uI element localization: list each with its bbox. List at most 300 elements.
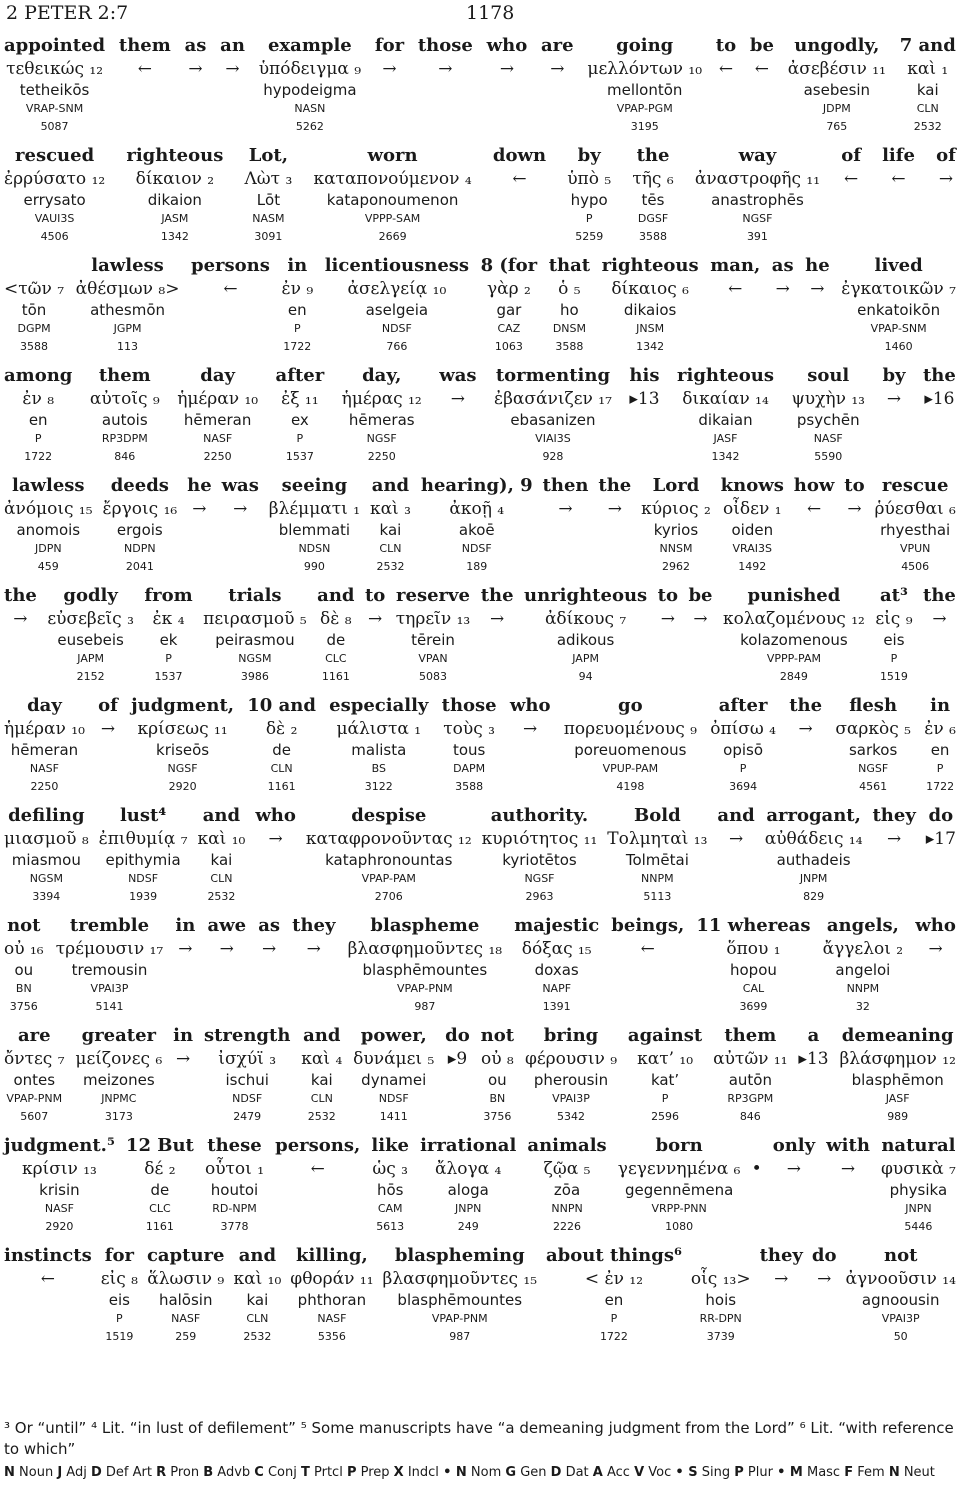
word-block: [812, 1244, 837, 1346]
english-word: instincts: [4, 1245, 92, 1266]
word-block: [567, 144, 611, 246]
parsing-code: BN: [15, 982, 32, 995]
legend-key: T: [301, 1465, 310, 1480]
parsing-code: NGSF: [366, 432, 397, 445]
english-word: going: [616, 35, 674, 56]
strongs-number: 2152: [76, 670, 105, 683]
transliteration: ho: [560, 301, 579, 319]
english-word: they: [872, 805, 916, 826]
greek-word: →: [886, 389, 902, 409]
parsing-code: DGPM: [17, 322, 51, 335]
word-block: [641, 474, 711, 576]
word-block: [882, 144, 915, 246]
strongs-number: 259: [175, 1330, 197, 1343]
english-word: only: [772, 1135, 816, 1156]
greek-word: ῥύεσθαι ₆: [874, 499, 956, 519]
english-word: by: [882, 365, 906, 386]
legend-key: B: [203, 1465, 214, 1480]
word-block: [900, 34, 956, 136]
english-word: life: [882, 145, 915, 166]
word-block: [187, 474, 212, 576]
strongs-number: 3694: [729, 780, 758, 793]
transliteration: pherousin: [533, 1071, 609, 1089]
english-word: and: [238, 1245, 277, 1266]
transliteration: kai: [210, 851, 233, 869]
english-word: example: [267, 35, 352, 56]
greek-word: καταφρονοῦντας ₁₂: [305, 829, 472, 849]
parsing-code: CAZ: [497, 322, 521, 335]
word-block: [525, 1024, 617, 1126]
parsing-code: VPUP-PAM: [602, 762, 659, 775]
strongs-number: 1342: [160, 230, 189, 243]
word-block: [564, 694, 697, 796]
legend-key: X: [393, 1465, 404, 1480]
word-block: [926, 804, 956, 906]
parsing-code: JNSM: [636, 322, 665, 335]
greek-word: ἐκ ₄: [152, 609, 185, 629]
english-word: man,: [710, 255, 761, 276]
strongs-number: 1161: [267, 780, 296, 793]
parsing-code: NNSM: [659, 542, 693, 555]
strongs-number: 3756: [9, 1000, 38, 1013]
parsing-code: JASF: [885, 1092, 910, 1105]
greek-word: ▸17: [925, 829, 956, 849]
word-block: [375, 34, 404, 136]
transliteration: en: [28, 411, 48, 429]
greek-word: ἐν ₈: [22, 389, 55, 409]
transliteration: ex: [290, 411, 309, 429]
strongs-number: 987: [449, 1330, 471, 1343]
parsing-code: NASF: [29, 762, 59, 775]
word-block: [126, 1134, 194, 1236]
legend-key: N: [888, 1465, 900, 1480]
legend-key: • M: [777, 1465, 803, 1480]
strongs-number: 2226: [553, 1220, 582, 1233]
english-word: who: [255, 805, 296, 826]
strongs-number: 1063: [494, 340, 523, 353]
english-word: in: [175, 915, 196, 936]
english-word: lawless: [12, 475, 85, 496]
transliteration: anomois: [16, 521, 81, 539]
transliteration: dynamei: [361, 1071, 427, 1089]
greek-word: μάλιστα ₁: [336, 719, 422, 739]
word-block: [56, 914, 163, 1016]
english-word: arrogant,: [766, 805, 861, 826]
english-word: of: [936, 145, 956, 166]
word-block: [695, 144, 820, 246]
greek-word: →: [938, 169, 954, 189]
transliteration: Lōt: [256, 191, 281, 209]
parsing-code: VPAP-PNM: [6, 1092, 63, 1105]
word-block: [245, 144, 293, 246]
legend-value: Dat: [561, 1465, 593, 1480]
greek-word: ἐπιθυμίᾳ ₇: [98, 829, 188, 849]
interlinear-line: [4, 144, 956, 254]
greek-word: ἐν ₆: [924, 719, 956, 739]
strongs-number: 2532: [307, 1110, 336, 1123]
greek-word: μείζονες ₆: [75, 1049, 163, 1069]
transliteration: malista: [351, 741, 407, 759]
word-block: [348, 914, 503, 1016]
greek-word: →: [728, 829, 744, 849]
word-block: [611, 914, 684, 1016]
transliteration: eusebeis: [57, 631, 124, 649]
greek-word: •: [751, 1159, 762, 1179]
english-word: righteous: [126, 145, 224, 166]
transliteration: tous: [452, 741, 486, 759]
greek-word: οὐ ₈: [480, 1049, 514, 1069]
word-block: [259, 34, 361, 136]
greek-word: καταπονούμενον ₄: [313, 169, 472, 189]
parsing-code: CLN: [916, 102, 939, 115]
transliteration: tōn: [21, 301, 47, 319]
strongs-number: 1537: [154, 670, 183, 683]
english-word: as: [771, 255, 794, 276]
strongs-number: 3699: [739, 1000, 768, 1013]
greek-word: ἰσχύϊ ₃: [218, 1049, 277, 1069]
parsing-code: NASF: [317, 1312, 347, 1325]
strongs-number: 1939: [129, 890, 158, 903]
greek-word: πορευομένους ₉: [563, 719, 697, 739]
parsing-code: VPAN: [418, 652, 448, 665]
parsing-code: RR-DPN: [699, 1312, 742, 1325]
word-block: [835, 694, 911, 796]
english-word: the: [636, 145, 670, 166]
transliteration: ou: [14, 961, 34, 979]
greek-word: ἡμέραν ₁₀: [177, 389, 259, 409]
word-block: [177, 364, 258, 466]
greek-word: μιασμοῦ ₈: [4, 829, 89, 849]
interlinear-line: [4, 254, 956, 364]
greek-word: σαρκὸς ₅: [835, 719, 911, 739]
english-word: from: [144, 585, 193, 606]
transliteration: hōs: [376, 1181, 404, 1199]
english-word: that: [548, 255, 591, 276]
strongs-number: 5141: [95, 1000, 124, 1013]
word-block: [325, 254, 469, 356]
parsing-code: NDSF: [378, 1092, 409, 1105]
word-block: [773, 1134, 815, 1236]
legend-value: Conj: [263, 1465, 301, 1480]
transliteration: ergois: [116, 521, 163, 539]
greek-word: ἄγγελοι ₂: [822, 939, 904, 959]
word-block: [290, 1244, 373, 1346]
greek-word: γεγεννημένα ₆: [617, 1159, 741, 1179]
greek-word: φυσικὰ ₇: [881, 1159, 956, 1179]
parsing-code: NDPN: [124, 542, 156, 555]
parsing-code: JNPN: [455, 1202, 482, 1215]
greek-word: ἡμέρας ₁₂: [341, 389, 422, 409]
parsing-code: JNPMC: [101, 1092, 137, 1105]
parsing-code: NGSF: [524, 872, 555, 885]
greek-word: ἐξ ₁₁: [281, 389, 319, 409]
transliteration: doxas: [534, 961, 579, 979]
word-block: [4, 474, 93, 576]
greek-word: ←: [843, 169, 859, 189]
english-word: in: [930, 695, 951, 716]
transliteration: kai: [246, 1291, 269, 1309]
english-word: not: [480, 1025, 515, 1046]
legend-value: Indcl: [403, 1465, 444, 1480]
strongs-number: 5590: [814, 450, 843, 463]
strongs-number: 3756: [483, 1110, 512, 1123]
parsing-code: CLN: [310, 1092, 333, 1105]
strongs-number: 2250: [203, 450, 232, 463]
strongs-number: 1722: [24, 450, 53, 463]
english-word: Bold: [634, 805, 681, 826]
greek-word: ←: [718, 59, 734, 79]
transliteration: krisin: [39, 1181, 80, 1199]
english-word: deeds: [110, 475, 169, 496]
greek-word: οἶδεν ₁: [723, 499, 782, 519]
english-word: who: [915, 915, 956, 936]
word-block: [306, 804, 472, 906]
strongs-number: 1342: [711, 450, 740, 463]
english-word: the: [598, 475, 632, 496]
word-block: [175, 914, 195, 1016]
word-block: [915, 914, 956, 1016]
greek-word: ἀδίκους ₇: [544, 609, 627, 629]
interlinear-line: [4, 34, 956, 144]
greek-word: ▸13: [629, 389, 660, 409]
greek-word: ←: [754, 59, 770, 79]
transliteration: Tolmētai: [625, 851, 689, 869]
greek-word: ἄλογα ₄: [435, 1159, 502, 1179]
strongs-number: 2849: [779, 670, 808, 683]
parsing-code: NGSF: [742, 212, 773, 225]
legend-value: Gen: [516, 1465, 551, 1480]
word-block: [102, 474, 177, 576]
transliteration: aselgeia: [365, 301, 429, 319]
parsing-code: NNPM: [846, 982, 880, 995]
english-word: tormenting: [495, 365, 611, 386]
greek-word: ὑπὸ ₅: [567, 169, 612, 189]
parsing-code: VPAI3P: [881, 1312, 920, 1325]
greek-word: Λὼτ ₃: [244, 169, 293, 189]
word-block: [791, 364, 865, 466]
transliteration: gegennēmena: [624, 1181, 734, 1199]
english-word: then: [542, 475, 589, 496]
transliteration: ou: [488, 1071, 507, 1089]
strongs-number: 3986: [240, 670, 269, 683]
greek-word: δυνάμει ₅: [353, 1049, 435, 1069]
abbreviation-legend: [4, 1465, 956, 1480]
transliteration: peirasmou: [215, 631, 295, 649]
word-block: [823, 914, 904, 1016]
word-block: [628, 1024, 702, 1126]
english-word: majestic: [514, 915, 600, 936]
greek-word: κατ’ ₁₀: [637, 1049, 694, 1069]
english-word: reserve: [396, 585, 470, 606]
word-block: [794, 474, 835, 576]
strongs-number: 987: [414, 1000, 436, 1013]
strongs-number: 3588: [639, 230, 668, 243]
parsing-code: JNPM: [799, 872, 828, 885]
greek-word: →: [233, 499, 248, 519]
transliteration: hēmeran: [10, 741, 79, 759]
english-word: for: [104, 1245, 134, 1266]
word-block: [602, 254, 699, 356]
greek-word: →: [847, 499, 862, 519]
page-header: [6, 2, 954, 28]
english-word: judgment,: [131, 695, 235, 716]
parsing-code: JGPM: [113, 322, 142, 335]
word-block: [875, 474, 956, 576]
greek-word: μελλόντων ₁₀: [587, 59, 703, 79]
greek-word: δὲ ₈: [320, 609, 352, 629]
word-block: [4, 914, 44, 1016]
strongs-number: 4561: [859, 780, 888, 793]
strongs-number: 3122: [364, 780, 393, 793]
transliteration: dikaion: [147, 191, 202, 209]
greek-word: αὐτοῖς ₉: [89, 389, 160, 409]
word-block: [365, 584, 385, 686]
english-word: them: [724, 1025, 777, 1046]
greek-word: →: [100, 719, 116, 739]
transliteration: oiden: [731, 521, 774, 539]
transliteration: ischui: [225, 1071, 269, 1089]
greek-word: οὗτοι ₁: [204, 1159, 265, 1179]
word-block: [233, 1244, 281, 1346]
greek-word: ἀθέσμων ₈>: [75, 279, 180, 299]
word-block: [805, 254, 830, 356]
english-word: natural: [881, 1135, 956, 1156]
word-block: [713, 1024, 787, 1126]
word-block: [487, 34, 528, 136]
transliteration: dikaian: [698, 411, 753, 429]
greek-word: →: [558, 499, 573, 519]
interlinear-line: [4, 1024, 956, 1134]
strongs-number: 1722: [599, 1330, 628, 1343]
transliteration: kai: [916, 81, 939, 99]
english-word: strength: [203, 1025, 291, 1046]
word-block: [371, 1134, 409, 1236]
greek-word: →: [192, 499, 207, 519]
english-word: the: [923, 585, 956, 606]
legend-key: D: [90, 1465, 102, 1480]
english-word: against: [627, 1025, 703, 1046]
parsing-code: RP3GPM: [727, 1092, 774, 1105]
greek-word: ←: [40, 1269, 55, 1289]
legend-value: Masc: [802, 1465, 845, 1480]
greek-word: < ἐν ₁₂: [584, 1269, 644, 1289]
english-word: worn: [367, 145, 418, 166]
english-word: the: [480, 585, 514, 606]
greek-word: ←: [640, 939, 655, 959]
parsing-code: CAL: [742, 982, 765, 995]
parsing-code: NGSF: [858, 762, 889, 775]
word-block: [765, 804, 863, 906]
english-word: be: [749, 35, 774, 56]
word-block: [788, 34, 886, 136]
parsing-code: NDSF: [461, 542, 492, 555]
greek-word: ἐν ₉: [281, 279, 314, 299]
word-block: [717, 804, 754, 906]
strongs-number: 2532: [207, 890, 236, 903]
english-word: animals: [527, 1135, 607, 1156]
english-word: those: [417, 35, 473, 56]
word-block: [222, 474, 259, 576]
parsing-code: JASF: [713, 432, 738, 445]
parsing-code: NNPM: [641, 872, 674, 885]
greek-word: ←: [806, 499, 822, 519]
strongs-number: 2250: [367, 450, 396, 463]
greek-word: →: [523, 719, 538, 739]
transliteration: gar: [496, 301, 522, 319]
english-word: soul: [807, 365, 850, 386]
word-block: [924, 694, 956, 796]
transliteration: eis: [108, 1291, 130, 1309]
parsing-code: NGSM: [238, 652, 272, 665]
transliteration: hēmeras: [348, 411, 415, 429]
english-word: after: [718, 695, 768, 716]
transliteration: blasphēmountes: [397, 1291, 523, 1309]
word-block: [881, 1134, 956, 1236]
parsing-code: NGSF: [167, 762, 198, 775]
greek-word: ἀνόμοις ₁₅: [4, 499, 93, 519]
english-word: ungodly,: [794, 35, 880, 56]
page-number: 1178: [466, 2, 515, 24]
greek-word: δὲ ₂: [265, 719, 298, 739]
strongs-number: 2596: [651, 1110, 680, 1123]
greek-word: κολαζομένους ₁₂: [722, 609, 865, 629]
word-block: [493, 144, 546, 246]
transliteration: kat’: [650, 1071, 680, 1089]
parsing-code: NDSF: [128, 872, 159, 885]
strongs-number: 5446: [904, 1220, 933, 1233]
transliteration: en: [604, 1291, 624, 1309]
word-block: [420, 1134, 516, 1236]
greek-word: ἅλωσιν ₉: [147, 1269, 225, 1289]
legend-value: Prep: [356, 1465, 394, 1480]
parsing-code: P: [296, 432, 304, 445]
english-word: a: [807, 1025, 820, 1046]
strongs-number: 765: [826, 120, 848, 133]
word-block: [481, 254, 538, 356]
word-block: [4, 694, 85, 796]
word-block: [4, 804, 89, 906]
word-block: [481, 1024, 514, 1126]
greek-word: →: [306, 939, 321, 959]
greek-word: <τῶν ₇: [4, 279, 65, 299]
legend-value: Noun: [14, 1465, 58, 1480]
strongs-number: 5262: [295, 120, 324, 133]
greek-word: →: [175, 1049, 191, 1069]
parsing-code: RD-NPM: [212, 1202, 257, 1215]
greek-word: δικαίαν ₁₄: [682, 389, 769, 409]
greek-word: ▸9: [447, 1049, 468, 1069]
parsing-code: BN: [489, 1092, 506, 1105]
english-word: and: [317, 585, 355, 606]
word-block: [658, 584, 678, 686]
greek-word: κρίσεως ₁₁: [137, 719, 228, 739]
word-block: [75, 1024, 162, 1126]
word-block: [442, 694, 497, 796]
english-word: his: [629, 365, 660, 386]
legend-value: Nom: [466, 1465, 506, 1480]
transliteration: mellontōn: [606, 81, 683, 99]
word-block: [99, 804, 188, 906]
word-block: [527, 1134, 606, 1236]
greek-word: →: [261, 939, 277, 959]
word-block: [618, 1134, 741, 1236]
english-word: persons,: [275, 1135, 361, 1156]
english-word: do: [811, 1245, 837, 1266]
greek-word: αὐθάδεις ₁₄: [764, 829, 863, 849]
parsing-code: NDSF: [381, 322, 412, 335]
greek-word: εὐσεβεῖς ₃: [47, 609, 134, 629]
parsing-code: CLC: [149, 1202, 171, 1215]
